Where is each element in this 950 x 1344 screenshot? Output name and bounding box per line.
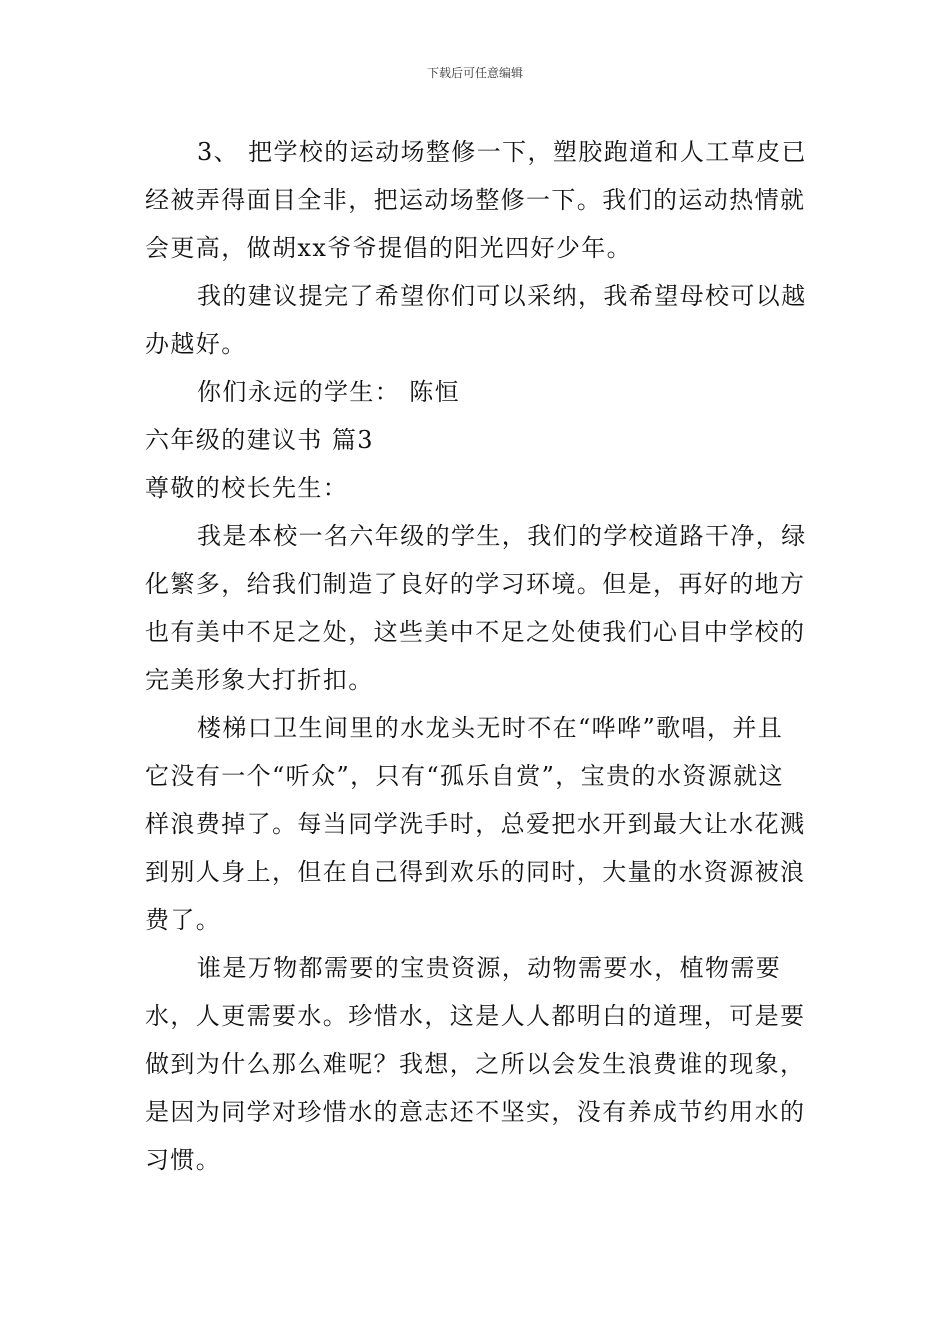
salutation: 尊敬的校长先生： [145, 474, 349, 502]
paragraph-faucet: 楼梯口卫生间里的水龙头无时不在“哗哗”歌唱，并且它没有一个“听众”，只有“孤乐自赏”，宝贵的水资源就这样浪费掉了。每当同学洗手时，总爱把水开到最大让水花溅到别人身上，但在自己得到欢乐的同时，大量的水资源被浪费了。 [145, 714, 806, 934]
document-body [145, 128, 807, 1184]
page-header: 下载后可任意编辑 [426, 66, 523, 80]
signature-line: 你们永远的学生： 陈恒 [197, 378, 461, 406]
paragraph-intro: 我是本校一名六年级的学生，我们的学校道路干净，绿化繁多，给我们制造了良好的学习环境。但是，再好的地方也有美中不足之处，这些美中不足之处使我们心目中学校的完美形象大打折扣。 [145, 522, 807, 694]
paragraph-water: 谁是万物都需要的宝贵资源，动物需要水，植物需要水，人更需要水。珍惜水，这是人人都明白的道理，可是要做到为什么那么难呢？我想，之所以会发生浪费谁的现象，是因为同学对珍惜水的意志还不坚实，没有养成节约用水的习惯。 [145, 954, 806, 1174]
section-title: 六年级的建议书 篇3 [145, 426, 374, 454]
paragraph-sports-field: 3、 把学校的运动场整修一下，塑胶跑道和人工草皮已经被弄得面目全非，把运动场整修一下。我们的运动热情就会更高，做胡xx爷爷提倡的阳光四好少年。 [145, 138, 807, 262]
paragraph-closing: 我的建议提完了希望你们可以采纳，我希望母校可以越办越好。 [145, 282, 807, 358]
